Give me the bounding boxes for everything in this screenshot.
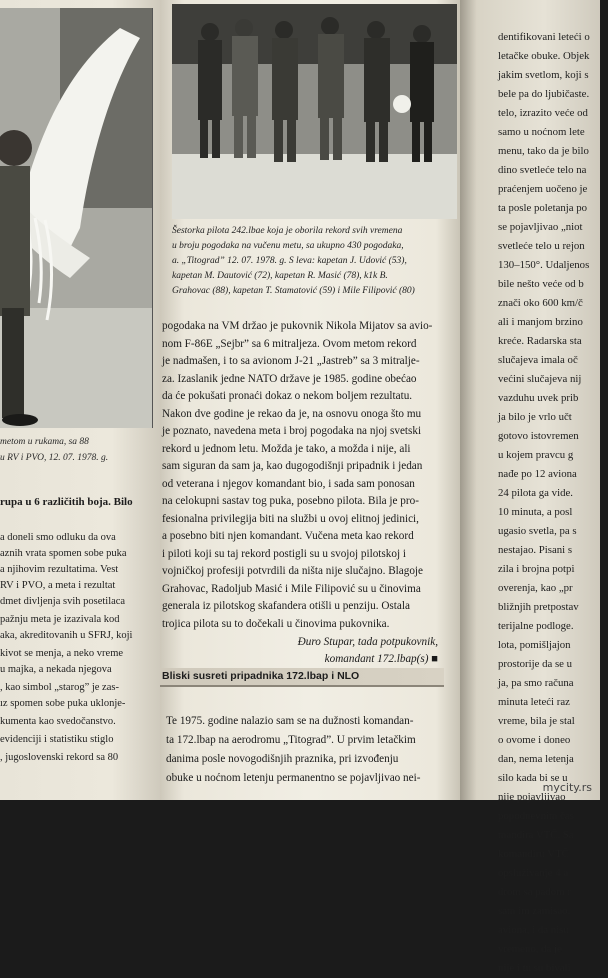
text-line: dan, nema letenja [498, 753, 574, 765]
text-line: prostorije da se u [498, 658, 573, 670]
caption-line: kapetan M. Dautović (72), kapetan R. Masić (78), k1k B. [172, 271, 388, 281]
article-body [162, 318, 454, 633]
left-caption-line: u RV i PVO, 12. 07. 1978. g. [0, 453, 109, 463]
text-line: aviona, i da nisu [498, 924, 569, 936]
text-line: aka, akreditovanih u SFRJ, koji [0, 630, 133, 641]
right-page-text [498, 28, 608, 978]
pilots-group-photo [172, 4, 457, 219]
center-page [160, 0, 460, 800]
caption-line: Grahovac (88), kapetan T. Stamatović (59) i Mile Filipović (80) [172, 286, 415, 296]
right-page [460, 0, 600, 974]
left-photo [0, 8, 153, 428]
author-signature [298, 634, 438, 668]
text-line: a doneli smo odluku da ova [0, 532, 116, 543]
text-line: dmet divljenja svih posetilaca [0, 596, 126, 607]
text-line: nađe po 12 avionа [498, 468, 577, 480]
text-line: od veterana i njegov komandant bio, i sada sam ponosan [162, 477, 415, 490]
left-caption-line: metom u rukama, sa 88 [0, 437, 89, 447]
text-line: ta 172.lbap na aerodromu „Titograd”. U prvim letačkim [166, 734, 416, 746]
text-line: pogodaka na VM držao je pukovnik Nikola Mijatov sa avio- [162, 320, 433, 332]
text-line: dino svetleće telo na [498, 164, 587, 176]
signature-line: Đuro Stupar, tada potpukovnik, [297, 636, 438, 648]
text-line: za. Izaslanik jedne NATO države je 1985. godine obećao [162, 372, 417, 385]
text-line: minuta leteći raz [498, 696, 570, 708]
text-line: 10 minuta, a posl [498, 506, 573, 518]
text-line: nestajao. Pisani s [498, 544, 573, 556]
text-line: , jugoslovenski rekord sa 80 [0, 752, 119, 763]
text-line: opsluživanje 4 a [498, 867, 569, 879]
text-line: bližnjih pretpostav [498, 601, 579, 613]
text-line: lota, pomišljajon [498, 639, 571, 651]
text-line: kivot se menja, a neko vreme [0, 648, 124, 659]
text-line: sam siguran da sam ja, kao dugogodišnji pripadnik i jedan [162, 460, 423, 472]
text-line: nije pojavljivao [498, 791, 566, 803]
text-line: 24 pilota ga vide. [498, 487, 573, 499]
left-page [0, 0, 160, 800]
watermark: mycity.rs [542, 781, 592, 794]
text-line: kreće. Radarska sta [498, 335, 582, 347]
signature-line: komandant 172.lbap(s) ■ [324, 653, 438, 665]
text-line: rekord u jednom letu. Možda je tako, a možda i nije, ali [162, 442, 411, 455]
text-line: popodnevnim čas [498, 810, 574, 822]
caption-line: u broju pogodaka na vučenu metu, sa ukupno 430 pogodaka, [172, 241, 404, 251]
text-line: je poznato, navedena meta i broj pogodaka na njoj svetski [162, 425, 422, 437]
text-line: menu, tako da je bilo [498, 145, 589, 157]
text-line: Te 1975. godine nalazio sam se na dužnosti komandan- [166, 715, 414, 727]
text-line: RV i PVO, a meta i rezultat [0, 580, 116, 591]
text-line: da će pokušati pronaći dokaz o nekom boljem rezultatu. [162, 390, 413, 402]
text-line: trojica pilota su to dočekali u činovima pukovnika. [162, 617, 390, 630]
text-line: bile nešto veće od b [498, 278, 584, 290]
text-line: samo u noćnom lete [498, 126, 585, 138]
group-photo-image [172, 4, 457, 219]
text-line: je nadmašen, i to sa avionom J-21 „Jastreb” sa 3 mitralje- [162, 355, 420, 367]
text-line: vazduhu uvek prib [498, 392, 579, 404]
photo-caption [172, 224, 456, 299]
caption-line: Šestorka pilota 242.lbae koja je oborila rekord svih vremena [172, 226, 403, 236]
text-line: o ovome i doneo [498, 734, 571, 746]
text-line: generala iz pilotskog skafandera otišli u penziju. Ostala [162, 600, 410, 612]
text-line: fesionalna privilegija biti na službi u ovoj elitnoj jedinici, [162, 512, 419, 525]
text-line: overenja, kao „pr [498, 582, 573, 594]
pilot-with-target-photo [0, 8, 152, 428]
text-line: a posebno biti njen komandant. Vučena meta kao rekord [162, 530, 414, 542]
text-line: zila i brojna potpi [498, 563, 575, 575]
text-line: pažnju meta je izazivala kod [0, 614, 120, 625]
text-line: terijalne podloge. [498, 620, 574, 632]
text-line: Nakon dve godine je rekao da je, na osnovu onoga što mu [162, 407, 422, 420]
text-line: većini slučajeva nij [498, 373, 582, 385]
text-line: silo kada bi se u [498, 772, 568, 784]
text-line: ta posle poletanja po [498, 202, 588, 214]
text-line: Grahovac, Radoljub Masić i Mile Filipović su u činovima [162, 582, 421, 595]
text-line: , kao simbol „starog” je zas- [0, 682, 119, 693]
text-line: ja bilo je vrlo učt [498, 411, 572, 423]
text-line: ali i manjom brzino [498, 316, 583, 328]
text-line: ja, pa smo računa [498, 677, 574, 689]
text-line: i piloti koji su taj rekord postigli su u svojoj pilotskoj i [162, 547, 406, 560]
text-line: u majka, a nekada njegova [0, 664, 112, 675]
text-line: ız spomen sobe puka uklonje- [0, 698, 126, 709]
text-line: na celokupni sastav tog puka, posebno pilota. Bila je pro- [162, 495, 419, 507]
section-body [166, 712, 454, 788]
text-line: telo, izrazito veće od [498, 107, 588, 119]
text-line: mandira VTČ. Sa [498, 829, 574, 841]
text-line: znači oko 600 km/č [498, 297, 583, 309]
text-line: drom sa padom r [498, 886, 571, 898]
text-line: svetleće telo u rejon [498, 240, 585, 252]
text-line: a njihovim rezultatima. Vest [0, 564, 119, 575]
text-line: nom F-86E „Sejbr” sa 6 mitraljeza. Ovom metom rekord [162, 337, 417, 350]
text-line: sam im zamisao. [498, 905, 571, 917]
text-line: vremeno, da je [498, 943, 562, 955]
text-line: jakim svetlom, koji s [498, 69, 589, 81]
text-line: nije i tu su bivali [498, 962, 571, 974]
text-line: dentifikovani leteći o [498, 31, 590, 43]
text-line: letačke obuke. Objek [498, 50, 590, 62]
text-line: komandiru VTČ [498, 848, 569, 860]
text-line: slučajeva imala oč [498, 354, 578, 366]
text-line: aznih vrata spomen sobe puka [0, 548, 127, 559]
caption-line: a. „Titograd” 12. 07. 1978. g. S leva: kapetan J. Udović (53), [172, 256, 407, 266]
text-line: danima posle novogodišnjih praznika, pri izvođenju [166, 753, 399, 765]
text-line: se pojavljivao „niot [498, 221, 583, 233]
text-line: ugasio svetla, pa s [498, 525, 577, 537]
section-title: Bliski susreti pripadnika 172.lbap i NLO [160, 668, 444, 687]
text-line: praćenjem uočeno je [498, 183, 588, 195]
left-heading: rupa u 6 različitih boja. Bilo [0, 496, 133, 508]
text-line: evidenciji i statistiku stiglo [0, 734, 114, 745]
text-line: kumenta kao svedočanstvo. [0, 716, 116, 727]
text-line: vreme, bila je stal [498, 715, 575, 727]
text-line: 130–150°. Udaljenos [498, 259, 590, 271]
text-line: vojničkoj profesiji potvrdili da ništa nije slučajno. Blagoje [162, 565, 423, 577]
text-line: u kojem pravcu g [498, 449, 574, 461]
text-line: bele pa do ljubičaste. [498, 88, 590, 100]
text-line: gotovo istovremen [498, 430, 579, 442]
text-line: obuke u noćnom letenju permanentno se pojavljivao nei- [166, 772, 421, 784]
